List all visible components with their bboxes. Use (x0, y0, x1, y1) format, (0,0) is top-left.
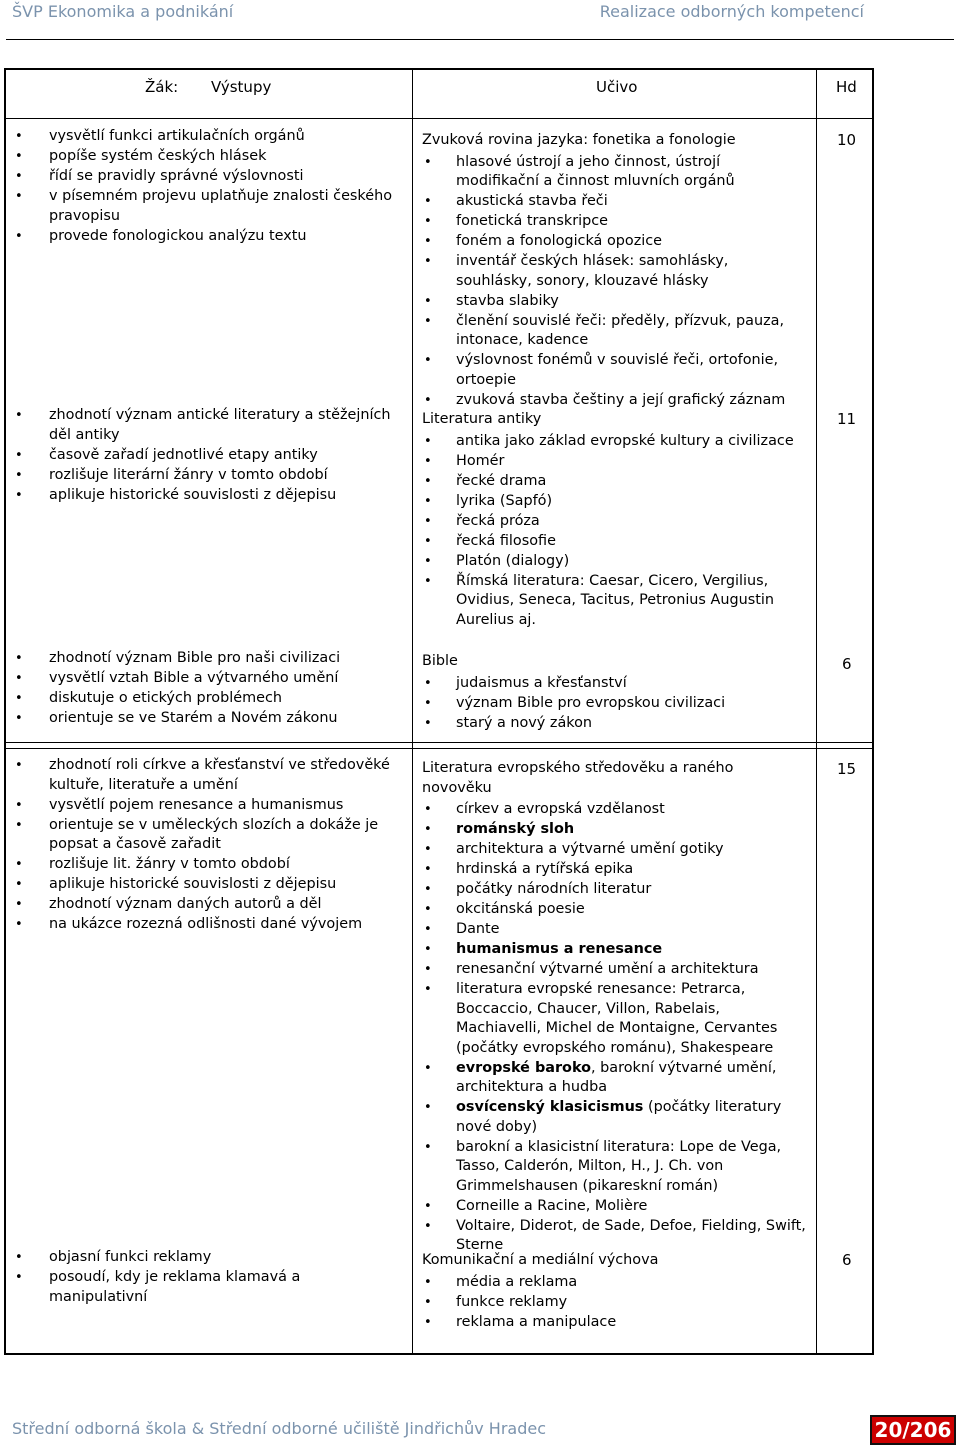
header-divider (6, 39, 954, 40)
row-divider (4, 118, 874, 119)
list-item: • antika jako základ evropské kultury a civilizace (422, 432, 802, 452)
list-item: • reklama a manipulace (422, 1313, 807, 1333)
list-item: • posoudí, kdy je reklama klamavá a manipulativní (15, 1268, 400, 1307)
list-item: • vysvětlí pojem renesance a humanismus (15, 796, 400, 816)
list-item: • výslovnost fonémů v souvislé řeči, ortofonie, ortoepie (422, 351, 807, 390)
list-item: • orientuje se ve Starém a Novém zákonu (15, 709, 400, 729)
list-item: • fonetická transkripce (422, 212, 807, 232)
outputs-bible (15, 649, 400, 729)
list-item: • zhodnotí význam daných autorů a děl (15, 895, 400, 915)
list-item: • zhodnotí význam antické literatury a stěžejních děl antiky (15, 406, 400, 445)
list-item: • objasní funkci reklamy (15, 1248, 400, 1268)
list-item: • řecká próza (422, 512, 802, 532)
list-item: • zhodnotí roli církve a křesťanství ve středověké kultuře, literatuře a umění (15, 756, 400, 795)
list-item: • časově zařadí jednotlivé etapy antiky (15, 446, 400, 466)
list-item: • Homér (422, 452, 802, 472)
column-divider (816, 68, 817, 1355)
topics-bible (422, 652, 807, 734)
list-item: • hlasové ústrojí a jeho činnost, ústrojí modifikační a činnost mluvních orgánů (422, 153, 807, 192)
list-item: • provede fonologickou analýzu textu (15, 227, 400, 247)
list-item: • rozlišuje literární žánry v tomto období (15, 466, 400, 486)
list-item: • diskutuje o etických problémech (15, 689, 400, 709)
row-divider (4, 742, 874, 743)
section-heading: Zvuková rovina jazyka: fonetika a fonologie (422, 132, 736, 148)
topics-phonetics (422, 131, 807, 411)
list-item: • aplikuje historické souvislosti z dějepisu (15, 486, 400, 506)
list-item: • zvuková stavba češtiny a její grafický záznam (422, 391, 807, 411)
list-item: • vysvětlí funkci artikulačních orgánů (15, 127, 400, 147)
column-header-vystupy: Výstupy (211, 78, 272, 96)
list-item: • aplikuje historické souvislosti z dějepisu (15, 875, 400, 895)
section-heading: Bible (422, 653, 458, 669)
document-header-title: ŠVP Ekonomika a podnikání (12, 2, 234, 21)
column-header-ucivo: Učivo (596, 78, 638, 96)
list-item: • média a reklama (422, 1273, 807, 1293)
section-heading: Literatura antiky (422, 411, 542, 427)
list-item: • starý a nový zákon (422, 714, 807, 734)
hours-value: 6 (842, 1251, 852, 1269)
list-item: • vysvětlí vztah Bible a výtvarného umění (15, 669, 400, 689)
list-item: • počátky národních literatur (422, 880, 807, 900)
list-item: • hrdinská a rytířská epika (422, 860, 807, 880)
hours-value: 6 (842, 655, 852, 673)
list-item: • judaismus a křesťanství (422, 674, 807, 694)
list-item: • řecké drama (422, 472, 802, 492)
column-header-hd: Hd (836, 78, 857, 96)
list-item: • Voltaire, Diderot, de Sade, Defoe, Fielding, Swift, Sterne (422, 1217, 807, 1256)
list-item: • foném a fonologická opozice (422, 232, 807, 252)
outputs-media (15, 1248, 400, 1308)
list-item: • evropské baroko, barokní výtvarné umění, architektura a hudba (422, 1059, 807, 1098)
list-item: • akustická stavba řeči (422, 192, 807, 212)
list-item: • Corneille a Racine, Molière (422, 1197, 807, 1217)
list-item: • osvícenský klasicismus (počátky literatury nové doby) (422, 1098, 807, 1137)
list-item: • architektura a výtvarné umění gotiky (422, 840, 807, 860)
document-header-subtitle: Realizace odborných kompetencí (599, 2, 864, 21)
column-divider (412, 68, 413, 1355)
outputs-middle-ages (15, 756, 400, 935)
list-item: • Dante (422, 920, 807, 940)
outputs-antiquity (15, 406, 400, 506)
list-item: • řecká filosofie (422, 532, 802, 552)
hours-value: 15 (837, 760, 857, 778)
hours-value: 10 (837, 131, 857, 149)
list-item: • inventář českých hlásek: samohlásky, souhlásky, sonory, klouzavé hlásky (422, 252, 807, 291)
list-item: • okcitánská poesie (422, 900, 807, 920)
list-item: • literatura evropské renesance: Petrarca, Boccaccio, Chaucer, Villon, Rabelais, Machiavelli, Michel de Montaigne, Cervantes (počátky evropského románu), Shakespeare (422, 980, 807, 1058)
list-item: • stavba slabiky (422, 292, 807, 312)
section-heading: Literatura evropského středověku a raného novověku (422, 760, 734, 796)
topics-antiquity (422, 410, 802, 631)
list-item: • na ukázce rozezná odlišnosti dané vývojem (15, 915, 400, 935)
section-heading: Komunikační a mediální výchova (422, 1252, 659, 1268)
footer-school-name: Střední odborná škola & Střední odborné učiliště Jindřichův Hradec (12, 1419, 546, 1438)
list-item: • Římská literatura: Caesar, Cicero, Vergilius, Ovidius, Seneca, Tacitus, Petronius Augustin Aurelius aj. (422, 572, 802, 631)
list-item: • orientuje se v uměleckých slozích a dokáže je popsat a časově zařadit (15, 816, 400, 855)
list-item: • renesanční výtvarné umění a architektura (422, 960, 807, 980)
list-item: • popíše systém českých hlásek (15, 147, 400, 167)
list-item: • řídí se pravidly správné výslovnosti (15, 167, 400, 187)
list-item: • členění souvislé řeči: předěly, přízvuk, pauza, intonace, kadence (422, 312, 807, 351)
list-item: • rozlišuje lit. žánry v tomto období (15, 855, 400, 875)
list-item: • barokní a klasicistní literatura: Lope de Vega, Tasso, Calderón, Milton, H., J. Ch. von Grimmelshausen (pikareskní román) (422, 1138, 807, 1197)
topics-middle-ages (422, 759, 807, 1256)
list-item: • funkce reklamy (422, 1293, 807, 1313)
column-header-zak: Žák: (145, 78, 179, 96)
list-item: • v písemném projevu uplatňuje znalosti českého pravopisu (15, 187, 400, 226)
list-item: • románský sloh (422, 820, 807, 840)
list-item: • církev a evropská vzdělanost (422, 800, 807, 820)
list-item: • zhodnotí význam Bible pro naši civilizaci (15, 649, 400, 669)
topics-media (422, 1251, 807, 1333)
list-item: • humanismus a renesance (422, 940, 807, 960)
hours-value: 11 (837, 410, 857, 428)
row-divider (4, 748, 874, 749)
list-item: • význam Bible pro evropskou civilizaci (422, 694, 807, 714)
page-number-badge: 20/206 (870, 1415, 956, 1445)
list-item: • lyrika (Sapfó) (422, 492, 802, 512)
list-item: • Platón (dialogy) (422, 552, 802, 572)
outputs-phonetics (15, 127, 400, 247)
